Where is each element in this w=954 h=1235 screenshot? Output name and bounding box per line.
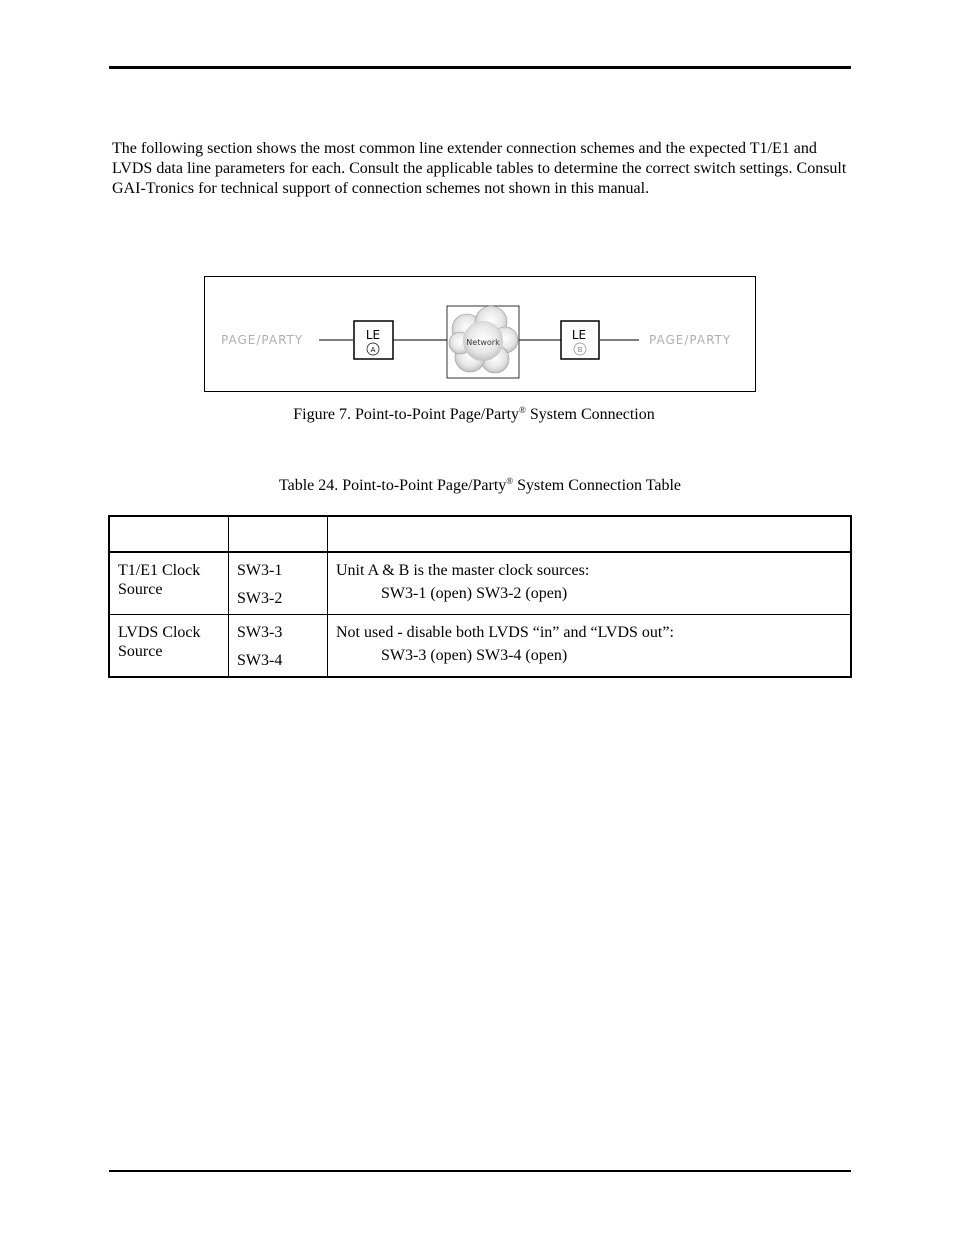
le-b-unit: B [577,346,583,354]
le-b-label: LE [571,328,587,342]
le-a-label: LE [365,328,381,342]
param-text: LVDS Clock Source [118,624,201,660]
registered-mark: ® [519,405,526,415]
switch-cell [229,552,328,615]
desc-text: Not used - disable both LVDS “in” and “LVDS out”: [336,624,674,641]
header-cell-parameter [109,516,229,552]
header-cell-setting [328,516,852,552]
header-cell-switch [229,516,328,552]
table-caption-suffix: System Connection Table [513,477,682,494]
registered-mark: ® [506,476,514,486]
desc-cell [328,552,852,615]
intro-paragraph: The following section shows the most common line extender connection schemes and the expected T1/E1 and LVDS data line parameters for each. Consult the applicable tables to determine the correct switch settings. Consult GAI-Tronics for technical support of connection schemes not shown in this manual. [112,140,847,197]
desc-setting: SW3-1 (open) SW3-2 (open) [381,585,568,602]
param-text: T1/E1 Clock Source [118,562,201,598]
switch-label: SW3-2 [237,590,283,607]
header-rule [109,66,851,69]
table-caption [3,476,954,496]
table-row [109,552,851,615]
le-b-box [561,321,599,359]
param-cell [109,615,229,678]
le-a-box [354,321,393,359]
connection-diagram [204,276,756,392]
desc-cell [328,615,852,678]
switch-label: SW3-1 [237,562,283,579]
network-cloud [447,306,519,378]
desc-text: Unit A & B is the master clock sources: [336,562,590,579]
switch-cell [229,615,328,678]
network-label: Network [466,338,500,347]
right-page-party-label: PAGE/PARTY [649,333,732,347]
desc-setting: SW3-3 (open) SW3-4 (open) [381,647,568,664]
switch-label: SW3-3 [237,624,283,641]
table-header-row [109,516,851,552]
footer-rule [109,1170,851,1172]
figure-caption-text: Figure 7. Point-to-Point Page/Party [293,406,520,423]
figure-caption [0,405,951,425]
table-caption-text: Table 24. Point-to-Point Page/Party [278,477,507,494]
table-row [109,615,851,678]
diagram-canvas [205,277,757,393]
connection-table [108,515,852,678]
left-page-party-label: PAGE/PARTY [221,333,304,347]
le-a-unit: A [370,346,376,354]
figure-caption-suffix: System Connection [525,406,655,423]
param-cell [109,552,229,615]
switch-label: SW3-4 [237,652,283,669]
